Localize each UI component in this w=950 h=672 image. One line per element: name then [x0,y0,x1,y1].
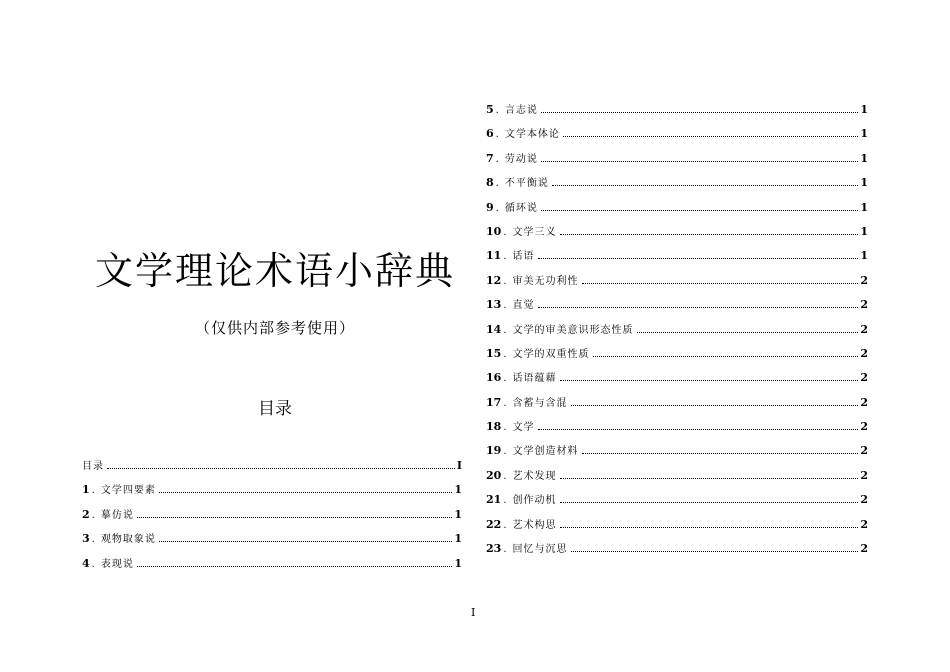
toc-leader-dots [137,566,453,567]
toc-entry-separator: . [91,509,95,521]
toc-leader-dots [107,468,455,469]
toc-entry[interactable] [82,457,462,481]
toc-entry-title: 不平衡说 [504,178,549,190]
toc-entry-title: 劳动说 [504,153,538,165]
toc-entry-separator: . [503,446,507,458]
toc-leader-dots [582,283,859,284]
toc-leader-dots [159,492,453,493]
toc-entry-number: 5 [486,103,494,116]
toc-entry-page: 2 [860,493,868,507]
toc-entry-number: 18 [486,420,502,434]
toc-entry[interactable] [486,223,868,247]
toc-entry-page: 2 [860,298,868,312]
toc-entry-separator: . [503,470,507,482]
toc-entry-page: 1 [860,176,868,190]
toc-entry-page: 1 [860,200,868,214]
toc-entry-separator: . [91,558,95,570]
toc-entry[interactable] [486,150,868,174]
toc-entry[interactable] [486,174,868,198]
toc-leader-dots [560,478,859,479]
toc-entry-separator: . [495,202,499,214]
toc-entry-separator: . [503,519,507,531]
toc-entry-title: 话语蕴藉 [512,373,557,385]
toc-leader-dots [563,136,859,137]
toc-entry-title: 文学的审美意识形态性质 [512,324,634,336]
toc-entry-page: 2 [860,371,868,385]
toc-entry-separator: . [91,534,95,546]
toc-leader-dots [541,112,859,113]
toc-entry-separator: . [495,178,499,190]
toc-entry-title: 回忆与沉思 [512,544,568,556]
toc-entry-separator: . [503,226,507,238]
toc-entry-number: 6 [486,127,494,141]
toc-entry[interactable] [486,101,868,125]
toc-entry-title: 表现说 [100,558,134,570]
toc-entry-page: 1 [860,103,868,116]
toc-entry-number: 22 [486,517,502,531]
toc-entry-page: 1 [860,249,868,263]
toc-leader-dots [159,541,453,542]
toc-entry-number: 19 [486,444,502,458]
toc-leader-dots [571,405,859,406]
toc-entry-number: 8 [486,176,494,190]
toc-leader-dots [560,234,859,235]
toc-leader-dots [560,502,859,503]
toc-entry-title: 摹仿说 [100,509,134,521]
toc-entry-page: 1 [454,507,462,521]
toc-leader-dots [637,332,859,333]
toc-entry-page: 2 [860,395,868,409]
toc-entry-separator: . [503,348,507,360]
toc-entry-separator: . [495,153,499,165]
toc-entry[interactable] [486,369,868,393]
toc-entry[interactable] [82,506,462,530]
toc-entry-separator: . [503,251,507,263]
toc-entry-number: 10 [486,224,502,238]
toc-entry-title: 艺术发现 [512,470,557,482]
toc-entry-separator: . [495,105,499,116]
toc-list-left [82,457,462,579]
toc-entry[interactable] [486,125,868,149]
toc-entry-number: 2 [82,507,90,521]
toc-entry-page: 2 [860,420,868,434]
toc-entry-number: 20 [486,468,502,482]
toc-entry-number: 14 [486,322,502,336]
toc-entry-page: 1 [860,151,868,165]
toc-entry-title: 文学创造材料 [512,446,579,458]
toc-leader-dots [571,551,859,552]
toc-leader-dots [552,185,859,186]
toc-entry-separator: . [503,324,507,336]
toc-entry[interactable] [486,516,868,540]
toc-entry[interactable] [486,199,868,223]
toc-entry-title: 文学三义 [512,226,557,238]
toc-entry-title: 文学四要素 [100,485,156,497]
toc-entry-separator: . [503,300,507,312]
toc-entry[interactable] [82,555,462,579]
toc-entry[interactable] [82,481,462,505]
toc-entry-number: 11 [486,249,502,263]
toc-entry[interactable] [82,530,462,554]
toc-entry-number: 16 [486,371,502,385]
toc-entry-page: I [456,459,462,472]
toc-entry-page: 2 [860,273,868,287]
document-title: 文学理论术语小辞典 [94,249,455,293]
toc-entry-title: 创作动机 [512,495,557,507]
toc-entry-title: 循环说 [504,202,538,214]
toc-entry-title: 文学本体论 [504,129,560,141]
toc-entry-page: 1 [454,483,462,497]
toc-entry[interactable] [486,345,868,369]
toc-entry-number: 13 [486,298,502,312]
toc-entry-title: 话语 [512,251,535,263]
toc-entry-page: 1 [860,127,868,141]
toc-entry-page: 2 [860,444,868,458]
toc-leader-dots [538,307,859,308]
toc-entry[interactable] [486,442,868,466]
toc-entry-separator: . [495,129,499,141]
toc-entry-title: 观物取象说 [100,534,156,546]
toc-entry-separator: . [503,397,507,409]
toc-entry-title: 直觉 [512,300,535,312]
toc-entry-separator: . [503,544,507,556]
toc-entry-separator: . [503,422,507,434]
toc-entry-title: 含蓄与含混 [512,397,568,409]
toc-leader-dots [582,453,859,454]
toc-leader-dots [541,161,859,162]
toc-entry-number: 12 [486,273,502,287]
toc-leader-dots [538,429,859,430]
toc-entry-page: 1 [454,556,462,570]
toc-entry[interactable] [486,418,868,442]
toc-entry[interactable] [486,272,868,296]
toc-entry[interactable] [486,540,868,564]
toc-entry-title: 目录 [82,461,104,472]
toc-leader-dots [137,517,453,518]
toc-entry-page: 1 [454,532,462,546]
toc-entry[interactable] [486,467,868,491]
toc-entry-separator: . [503,495,507,507]
toc-entry-page: 1 [860,224,868,238]
toc-entry[interactable] [486,321,868,345]
toc-entry-title: 审美无功利性 [512,275,579,287]
toc-entry-number: 23 [486,542,502,556]
toc-entry-number: 17 [486,395,502,409]
toc-entry-number: 9 [486,200,494,214]
toc-leader-dots [541,210,859,211]
toc-entry-page: 2 [860,517,868,531]
toc-list-right [486,101,868,564]
toc-entry-number: 3 [82,532,90,546]
toc-entry-title: 文学的双重性质 [512,348,590,360]
toc-heading: 目录 [258,399,292,419]
toc-leader-dots [593,356,859,357]
toc-entry-page: 2 [860,322,868,336]
toc-entry-number: 21 [486,493,502,507]
toc-leader-dots [538,258,859,259]
toc-entry[interactable] [486,247,868,271]
toc-entry-title: 艺术构思 [512,519,557,531]
toc-entry-separator: . [503,275,507,287]
toc-entry[interactable] [486,491,868,515]
toc-entry-page: 2 [860,468,868,482]
toc-entry-title: 言志说 [504,105,538,116]
toc-entry-separator: . [91,485,95,497]
toc-entry[interactable] [486,394,868,418]
toc-entry-number: 15 [486,346,502,360]
toc-leader-dots [560,380,859,381]
toc-entry-number: 7 [486,151,494,165]
toc-entry-separator: . [503,373,507,385]
toc-entry-title: 文学 [512,422,535,434]
toc-entry-number: 4 [82,556,90,570]
toc-entry-page: 2 [860,346,868,360]
toc-leader-dots [560,527,859,528]
document-subtitle: （仅供内部参考使用） [194,319,355,337]
toc-entry-number: 1 [82,483,90,497]
toc-entry[interactable] [486,296,868,320]
toc-entry-page: 2 [860,542,868,556]
page-number: I [471,606,476,619]
